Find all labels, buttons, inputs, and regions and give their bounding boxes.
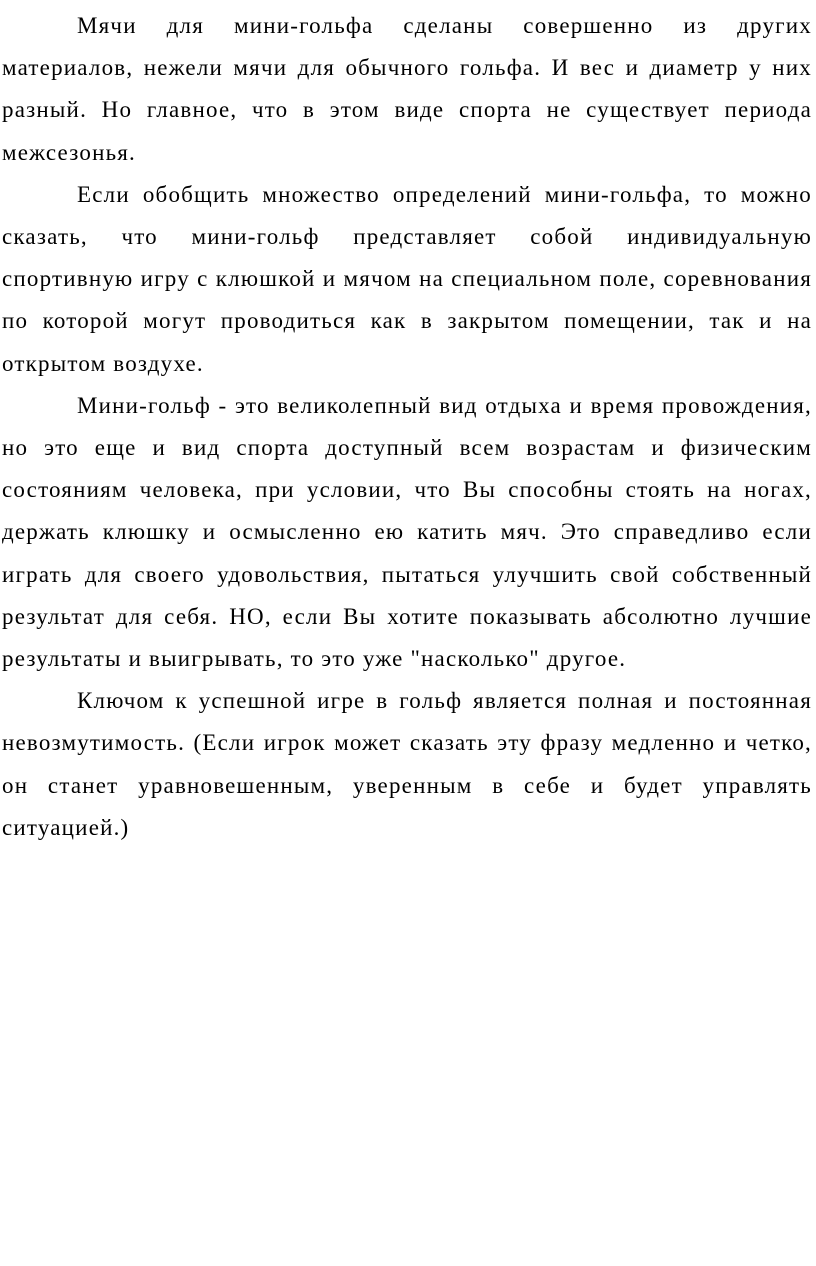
document-body	[2, 5, 812, 849]
paragraph-golf-composure: Ключом к успешной игре в гольф является полная и постоянная невозмутимость. (Если игрок может сказать эту фразу медленно и четко, он станет уравновешенным, уверенным в себе и будет управлять ситуацией.)	[2, 688, 812, 840]
paragraph-mini-golf-leisure: Мини-гольф - это великолепный вид отдыха и время провождения, но это еще и вид спорта доступный всем возрастам и физическим состояниям человека, при условии, что Вы способны стоять на ногах, держать клюшку и осмысленно ею катить мяч. Это справедливо если играть для своего удовольствия, пытаться улучшить свой собственный результат для себя. НО, если Вы хотите показывать абсолютно лучшие результаты и выигрывать, то это уже "насколько" другое.	[2, 392, 812, 672]
paragraph-mini-golf-definition: Если обобщить множество определений мини-гольфа, то можно сказать, что мини-гольф представляет собой индивидуальную спортивную игру с клюшкой и мячом на специальном поле, соревнования по которой могут проводиться как в закрытом помещении, так и на открытом воздухе.	[2, 181, 812, 376]
paragraph-mini-golf-balls: Мячи для мини-гольфа сделаны совершенно из других материалов, нежели мячи для обычного гольфа. И вес и диаметр у них разный. Но главное, что в этом виде спорта не существует периода межсезонья.	[2, 13, 812, 165]
